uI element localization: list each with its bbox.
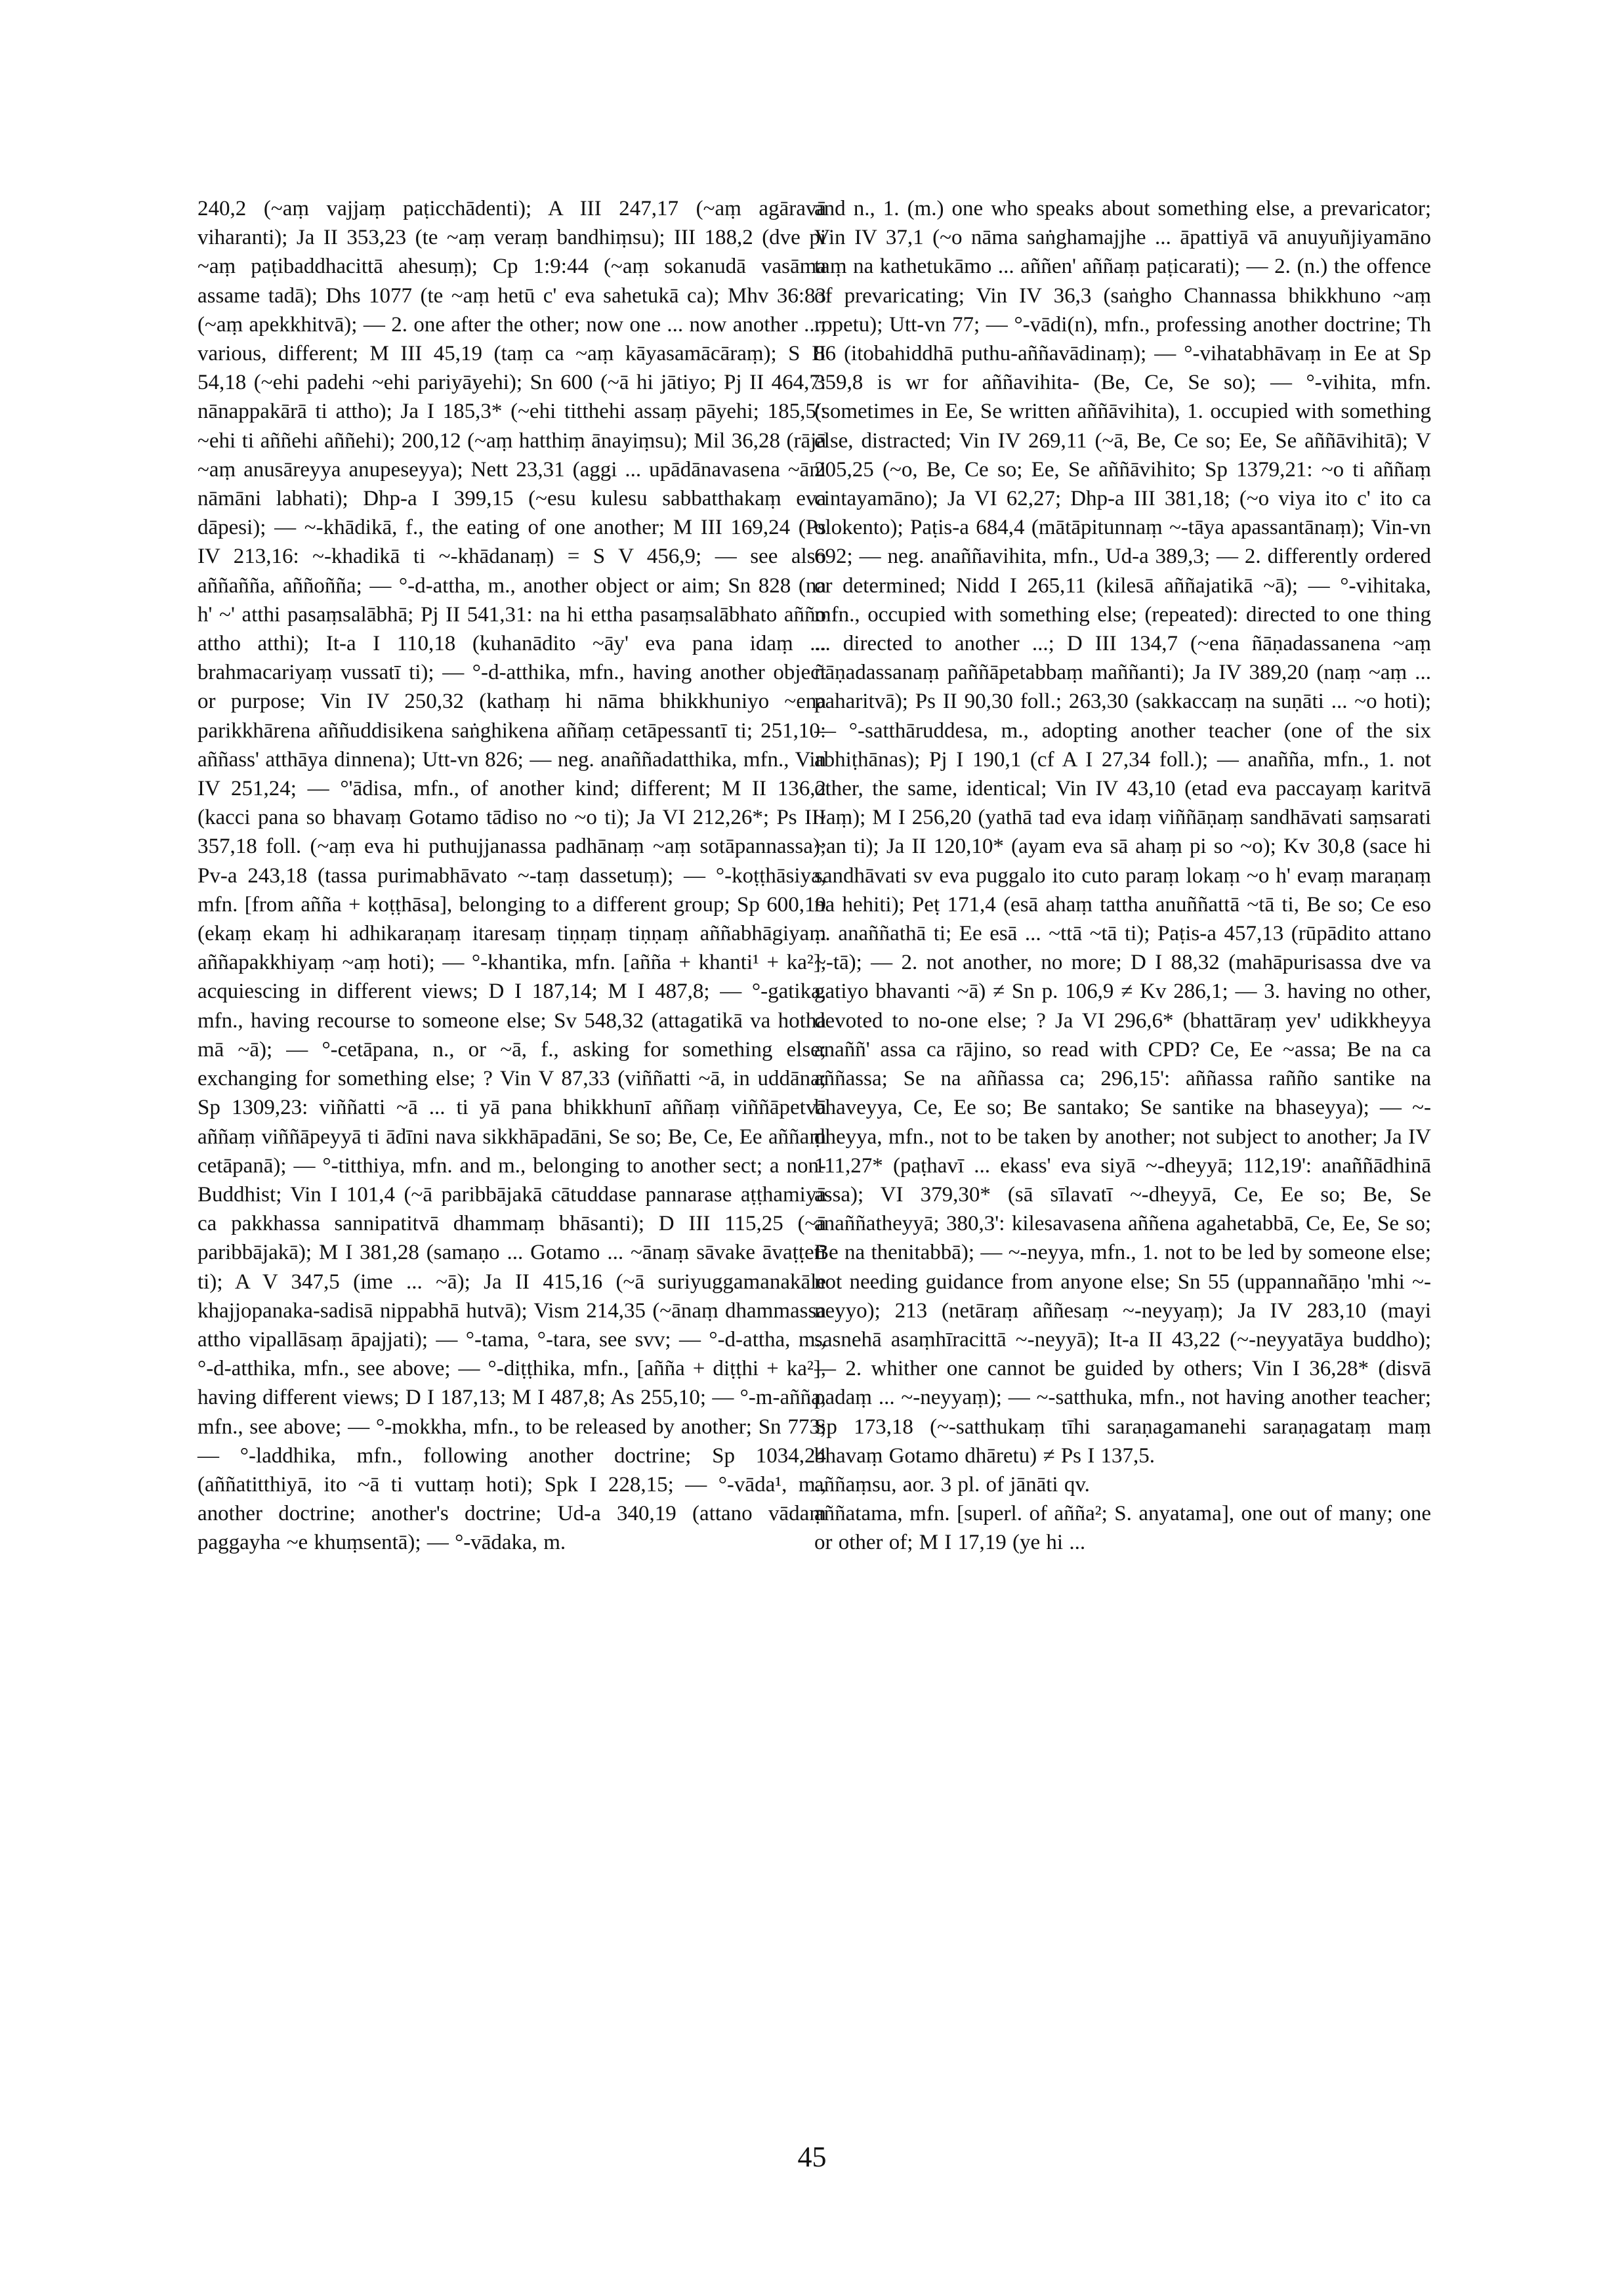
left-column [198, 194, 826, 1558]
left-column-text: 240,2 (~aṃ vajjaṃ paṭicchādenti); A III 247,17 (~aṃ agāravā viharanti); Ja II 353,23 (te ~aṃ veraṃ bandhiṃsu); III 188,2 (dve pi ~aṃ paṭibaddhacittā ahesuṃ); Cp 1:9:44 (~aṃ sokanudā vasāma assame tadā); Dhs 1077 (te ~aṃ hetū c' eva sahetukā ca); Mhv 36:83 (~aṃ apekkhitvā); — 2. one after the other; now one ... now another ...; various, different; M III 45,19 (taṃ ca ~aṃ kāyasamācāraṃ); S II 54,18 (~ehi padehi ~ehi pariyāyehi); Sn 600 (~ā hi jātiyo; Pj II 464,7: nānappakārā ti attho); Ja I 185,3* (~ehi titthehi assaṃ pāyehi; 185,5': ~ehi ti aññehi aññehi); 200,12 (~aṃ hatthiṃ ānayiṃsu); Mil 36,28 (rājā ~aṃ anusāreyya anupeseyya); Nett 23,31 (aggi ... upādānavasena ~āni nāmāni labhati); Dhp-a I 399,15 (~esu kulesu sabbatthakaṃ eva dāpesi); — ~-khādikā, f., the eating of one another; M III 169,24 (Ps IV 213,16: ~-khadikā ti ~-khādanaṃ) = S V 456,9; — see also aññañña, aññoñña; — °-d-attha, m., another object or aim; Sn 828 (na h' ~' atthi pasaṃsalābhā; Pj II 541,31: na hi ettha pasaṃsalābhato añño attho atthi); It-a I 110,18 (kuhanādito ~āy' eva pana idaṃ ... brahmacariyaṃ vussatī ti); — °-d-atthika, mfn., having another object or purpose; Vin IV 250,32 (kathaṃ hi nāma bhikkhuniyo ~ena parikkhārena aññuddisikena saṅghikena aññaṃ cetāpessantī ti; 251,10: aññass' atthāya dinnena); Utt-vn 826; — neg. anaññadatthika, mfn., Vin IV 251,24; — °'ādisa, mfn., of another kind; different; M II 136,2 (kacci pana so bhavaṃ Gotamo tādiso no ~o ti); Ja VI 212,26*; Ps III 357,18 foll. (~aṃ eva hi puthujjanassa padhānaṃ ~aṃ sotāpannassa); Pv-a 243,18 (tassa purimabhāvato ~-taṃ dassetuṃ); — °-koṭṭhāsiya, mfn. [from añña + koṭṭhāsa], belonging to a different group; Sp 600,19 (ekaṃ ekaṃ hi adhikaraṇaṃ itaresaṃ tiṇṇaṃ tiṇṇaṃ aññabhāgiyaṃ aññapakkhiyaṃ ~aṃ hoti); — °-khantika, mfn. [añña + khanti¹ + ka²], acquiescing in different views; D I 187,14; M I 487,8; — °-gatika, mfn., having recourse to someone else; Sv 548,32 (attagatikā va hotha mā ~ā); — °-cetāpana, n., or ~ā, f., asking for something else; exchanging for something else; ? Vin V 87,33 (viññatti ~ā, in uddāna; Sp 1309,23: viññatti ~ā ... ti yā pana bhikkhunī aññaṃ viññāpetvā aññaṃ viññāpeyyā ti ādīni nava sikkhāpadāni, Se so; Be, Ce, Ee aññaṃ cetāpanā); — °-titthiya, mfn. and m., belonging to another sect; a non-Buddhist; Vin I 101,4 (~ā paribbājakā cātuddase pannarase aṭṭhamiyā ca pakkhassa sannipatitvā dhammaṃ bhāsanti); D III 115,25 (~ā paribbājakā); M I 381,28 (samaṇo ... Gotamo ... ~ānaṃ sāvake āvaṭṭetī ti); A V 347,5 (ime ... ~ā); Ja II 415,16 (~ā suriyuggamanakāle khajjopanaka-sadisā nippabhā hutvā); Vism 214,35 (~ānaṃ dhammassa attho vipallāsaṃ āpajjati); — °-tama, °-tara, see svv; — °-d-attha, m., °-d-atthika, mfn., see above; — °-diṭṭhika, mfn., [añña + diṭṭhi + ka²], having different views; D I 187,13; M I 487,8; As 255,10; — °-m-añña, mfn., see above; — °-mokkha, mfn., to be released by another; Sn 773; — °-laddhika, mfn., following another doctrine; Sp 1034,24 (aññatitthiyā, ito ~ā ti vuttaṃ hoti); Spk I 228,15; — °-vāda¹, m., another doctrine; another's doctrine; Ud-a 340,19 (attano vādaṃ paggayha ~e khuṃsentā); — °-vādaka, m. [198, 197, 826, 1555]
right-column-text: and n., 1. (m.) one who speaks about something else, a prevaricator; Vin IV 37,1 (~o nāma saṅghamajjhe ... āpattiyā vā anuyuñjiyamāno taṃ na kathetukāmo ... aññen' aññaṃ paṭicarati); — 2. (n.) the offence of prevaricating; Vin IV 36,3 (saṅgho Channassa bhikkhuno ~aṃ ropetu); Utt-vn 77; — °-vādi(n), mfn., professing another doctrine; Th 86 (itobahiddhā puthu-aññavādinaṃ); — °-vihatabhāvaṃ in Ee at Sp 359,8 is wr for aññavihita- (Be, Ce, Se so); — °-vihita, mfn. (sometimes in Ee, Se written aññāvihita), 1. occupied with something else, distracted; Vin IV 269,11 (~ā, Be, Ce so; Ee, Se aññāvihitā); V 205,25 (~o, Be, Ce so; Ee, Se aññāvihito; Sp 1379,21: ~o ti aññaṃ cintayamāno); Ja VI 62,27; Dhp-a III 381,18; (~o viya ito c' ito ca olokento); Paṭis-a 684,4 (mātāpitunnaṃ ~-tāya apassantānaṃ); Vin-vn 692; — neg. anaññavihita, mfn., Ud-a 389,3; — 2. differently ordered or determined; Nidd I 265,11 (kilesā aññajatikā ~ā); — °-vihitaka, mfn., occupied with something else; (repeated): directed to one thing ... directed to another ...; D III 134,7 (~ena ñāṇadassanena ~aṃ ñāṇadassanaṃ paññāpetabbaṃ maññanti); Ja IV 389,20 (naṃ ~aṃ ... paharitvā); Ps II 90,30 foll.; 263,30 (sakkaccaṃ na suṇāti ... ~o hoti); — °-satthāruddesa, m., adopting another teacher (one of the six abhiṭhānas); Pj I 190,1 (cf A I 27,34 foll.); — anañña, mfn., 1. not other, the same, identical; Vin IV 43,10 (etad eva paccayaṃ karitvā ~aṃ); M I 256,20 (yathā tad eva idaṃ viññāṇaṃ sandhāvati saṃsarati ~an ti); Ja II 120,10* (ayam eva sā ahaṃ pi so ~o); Kv 30,8 (sace hi sandhāvati sv eva puggalo ito cuto paraṃ lokaṃ ~o h' evaṃ maraṇaṃ na hehiti); Peṭ 171,4 (esā ahaṃ tattha anuññattā ~tā ti, Be so; Ce eso ... anaññathā ti; Ee esā ... ~ttā ~tā ti); Paṭis-a 457,13 (rūpādito attano ~-tā); — 2. not another, no more; D I 88,32 (mahāpurisassa dve va gatiyo bhavanti ~ā) ≠ Sn p. 106,9 ≠ Kv 286,1; — 3. having no other, devoted to no-one else; ? Ja VI 296,6* (bhattāraṃ yev' udikkheyya anaññ' assa ca rājino, so read with CPD? Ce, Ee ~assa; Be na ca aññassa; Se na aññassa ca; 296,15': aññassa rañño santike na bhaveyya, Ce, Ee so; Be santako; Se santike na bhaseyya); — ~-dheyya, mfn., not to be taken by another; not subject to another; Ja IV 111,27* (paṭhavī ... ekass' eva siyā ~-dheyyā; 112,19': anaññādhinā assa); VI 379,30* (sā sīlavatī ~-dheyyā, Ce, Ee so; Be, Se anaññatheyyā; 380,3': kilesavasena aññena agahetabbā, Ce, Ee, Se so; Be na thenitabbā); — ~-neyya, mfn., 1. not to be led by someone else; not needing guidance from anyone else; Sn 55 (uppannañāṇo 'mhi ~-neyyo); 213 (netāraṃ aññesaṃ ~-neyyaṃ); Ja IV 283,10 (mayi sasnehā asaṃhīracittā ~-neyyā); It-a II 43,22 (~-neyyatāya buddho); — 2. whither one cannot be guided by others; Vin I 36,28* (disvā padaṃ ... ~-neyyaṃ); — ~-satthuka, mfn., not having another teacher; Sp 173,18 (~-satthukaṃ tīhi saraṇagamanehi saraṇagataṃ maṃ bhavaṃ Gotamo dhāretu) ≠ Ps I 137,5. [814, 197, 1431, 1468]
page-number: 45 [797, 2141, 827, 2173]
entry-annatama: aññatama, mfn. [superl. of añña²; S. anyatama], one out of many; one or other of; M I 17,19 (ye hi ... [814, 1502, 1431, 1555]
right-column [814, 194, 1431, 1558]
entry-annamsu: aññaṃsu, aor. 3 pl. of jānāti qv. [814, 1472, 1090, 1497]
